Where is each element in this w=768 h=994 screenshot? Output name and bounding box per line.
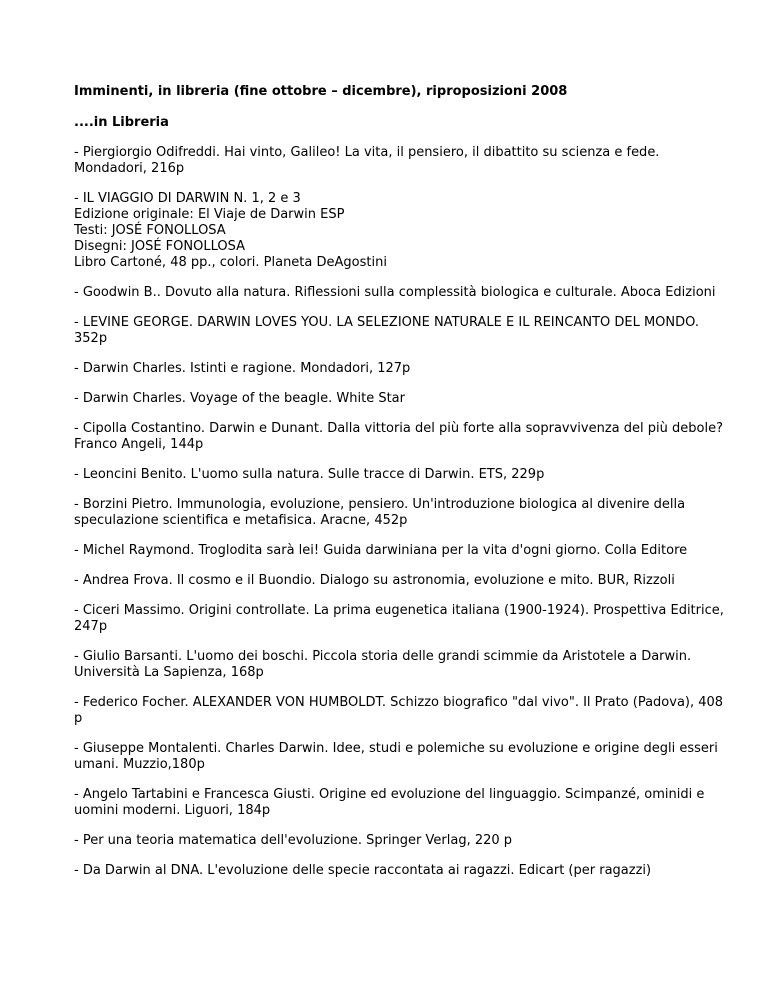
- book-entry-line: - Goodwin B.. Dovuto alla natura. Riflessioni sulla complessità biologica e culturale. Aboca Edizioni: [74, 285, 716, 300]
- book-entry-line: Edizione originale: El Viaje de Darwin ESP: [74, 207, 345, 222]
- book-entry: [74, 467, 724, 483]
- book-entry: [74, 145, 724, 177]
- book-entry-line: - LEVINE GEORGE. DARWIN LOVES YOU. LA SELEZIONE NATURALE E IL REINCANTO DEL MONDO. 352p: [74, 315, 699, 346]
- book-entry-line: - Darwin Charles. Voyage of the beagle. White Star: [74, 391, 405, 406]
- book-entry-line: - Federico Focher. ALEXANDER VON HUMBOLDT. Schizzo biografico "dal vivo". Il Prato (Padova), 408 p: [74, 695, 724, 726]
- book-entry-line: - Leoncini Benito. L'uomo sulla natura. Sulle tracce di Darwin. ETS, 229p: [74, 467, 545, 482]
- book-entry-line: - IL VIAGGIO DI DARWIN N. 1, 2 e 3: [74, 191, 301, 206]
- book-entry-line: - Giuseppe Montalenti. Charles Darwin. Idee, studi e polemiche su evoluzione e origine degli esseri umani. Muzzio,180p: [74, 741, 718, 772]
- book-entry-line: Libro Cartoné, 48 pp., colori. Planeta DeAgostini: [74, 255, 387, 270]
- book-entry: [74, 863, 724, 879]
- book-entry: [74, 603, 724, 635]
- book-entry-line: - Andrea Frova. Il cosmo e il Buondio. Dialogo su astronomia, evoluzione e mito. BUR, Rizzoli: [74, 573, 675, 588]
- book-entry: [74, 573, 724, 589]
- book-entry: [74, 191, 724, 271]
- section-heading: ....in Libreria: [74, 115, 169, 130]
- book-entry-line: Testi: JOSÉ FONOLLOSA: [74, 223, 226, 238]
- book-entry: [74, 497, 724, 529]
- book-entry: [74, 741, 724, 773]
- book-entry-line: - Michel Raymond. Troglodita sarà lei! Guida darwiniana per la vita d'ogni giorno. Colla Editore: [74, 543, 688, 558]
- book-entry: [74, 315, 724, 347]
- book-entry-line: - Darwin Charles. Istinti e ragione. Mondadori, 127p: [74, 361, 411, 376]
- book-entry-line: - Ciceri Massimo. Origini controllate. La prima eugenetica italiana (1900-1924). Prospettiva Editrice, 247p: [74, 603, 724, 634]
- book-entry-line: - Piergiorgio Odifreddi. Hai vinto, Galileo! La vita, il pensiero, il dibattito su scienza e fede. Mondadori, 216p: [74, 145, 660, 176]
- book-entry-line: - Giulio Barsanti. L'uomo dei boschi. Piccola storia delle grandi scimmie da Aristotele a Darwin. Università La Sapienza, 168p: [74, 649, 692, 680]
- book-entry: [74, 695, 724, 727]
- book-entry-line: - Da Darwin al DNA. L'evoluzione delle specie raccontata ai ragazzi. Edicart (per ragazzi): [74, 863, 652, 878]
- book-entry-line: - Angelo Tartabini e Francesca Giusti. Origine ed evoluzione del linguaggio. Scimpanzé, ominidi e uomini moderni. Liguori, 184p: [74, 787, 705, 818]
- document-page: [74, 84, 724, 893]
- book-entry-line: - Cipolla Costantino. Darwin e Dunant. Dalla vittoria del più forte alla sopravvivenza del più debole? Franco Angeli, 144p: [74, 421, 723, 452]
- book-entry-line: Disegni: JOSÉ FONOLLOSA: [74, 239, 245, 254]
- book-entry: [74, 421, 724, 453]
- book-entry-line: - Per una teoria matematica dell'evoluzione. Springer Verlag, 220 p: [74, 833, 513, 848]
- book-entry: [74, 285, 724, 301]
- book-entry: [74, 361, 724, 377]
- book-entry: [74, 787, 724, 819]
- book-entry: [74, 543, 724, 559]
- book-entry: [74, 833, 724, 849]
- book-list: [74, 145, 724, 879]
- document-title: Imminenti, in libreria (fine ottobre – dicembre), riproposizioni 2008: [74, 84, 568, 99]
- book-entry: [74, 649, 724, 681]
- book-entry: [74, 391, 724, 407]
- book-entry-line: - Borzini Pietro. Immunologia, evoluzione, pensiero. Un'introduzione biologica al divenire della speculazione scientifica e metafisica. Aracne, 452p: [74, 497, 686, 528]
